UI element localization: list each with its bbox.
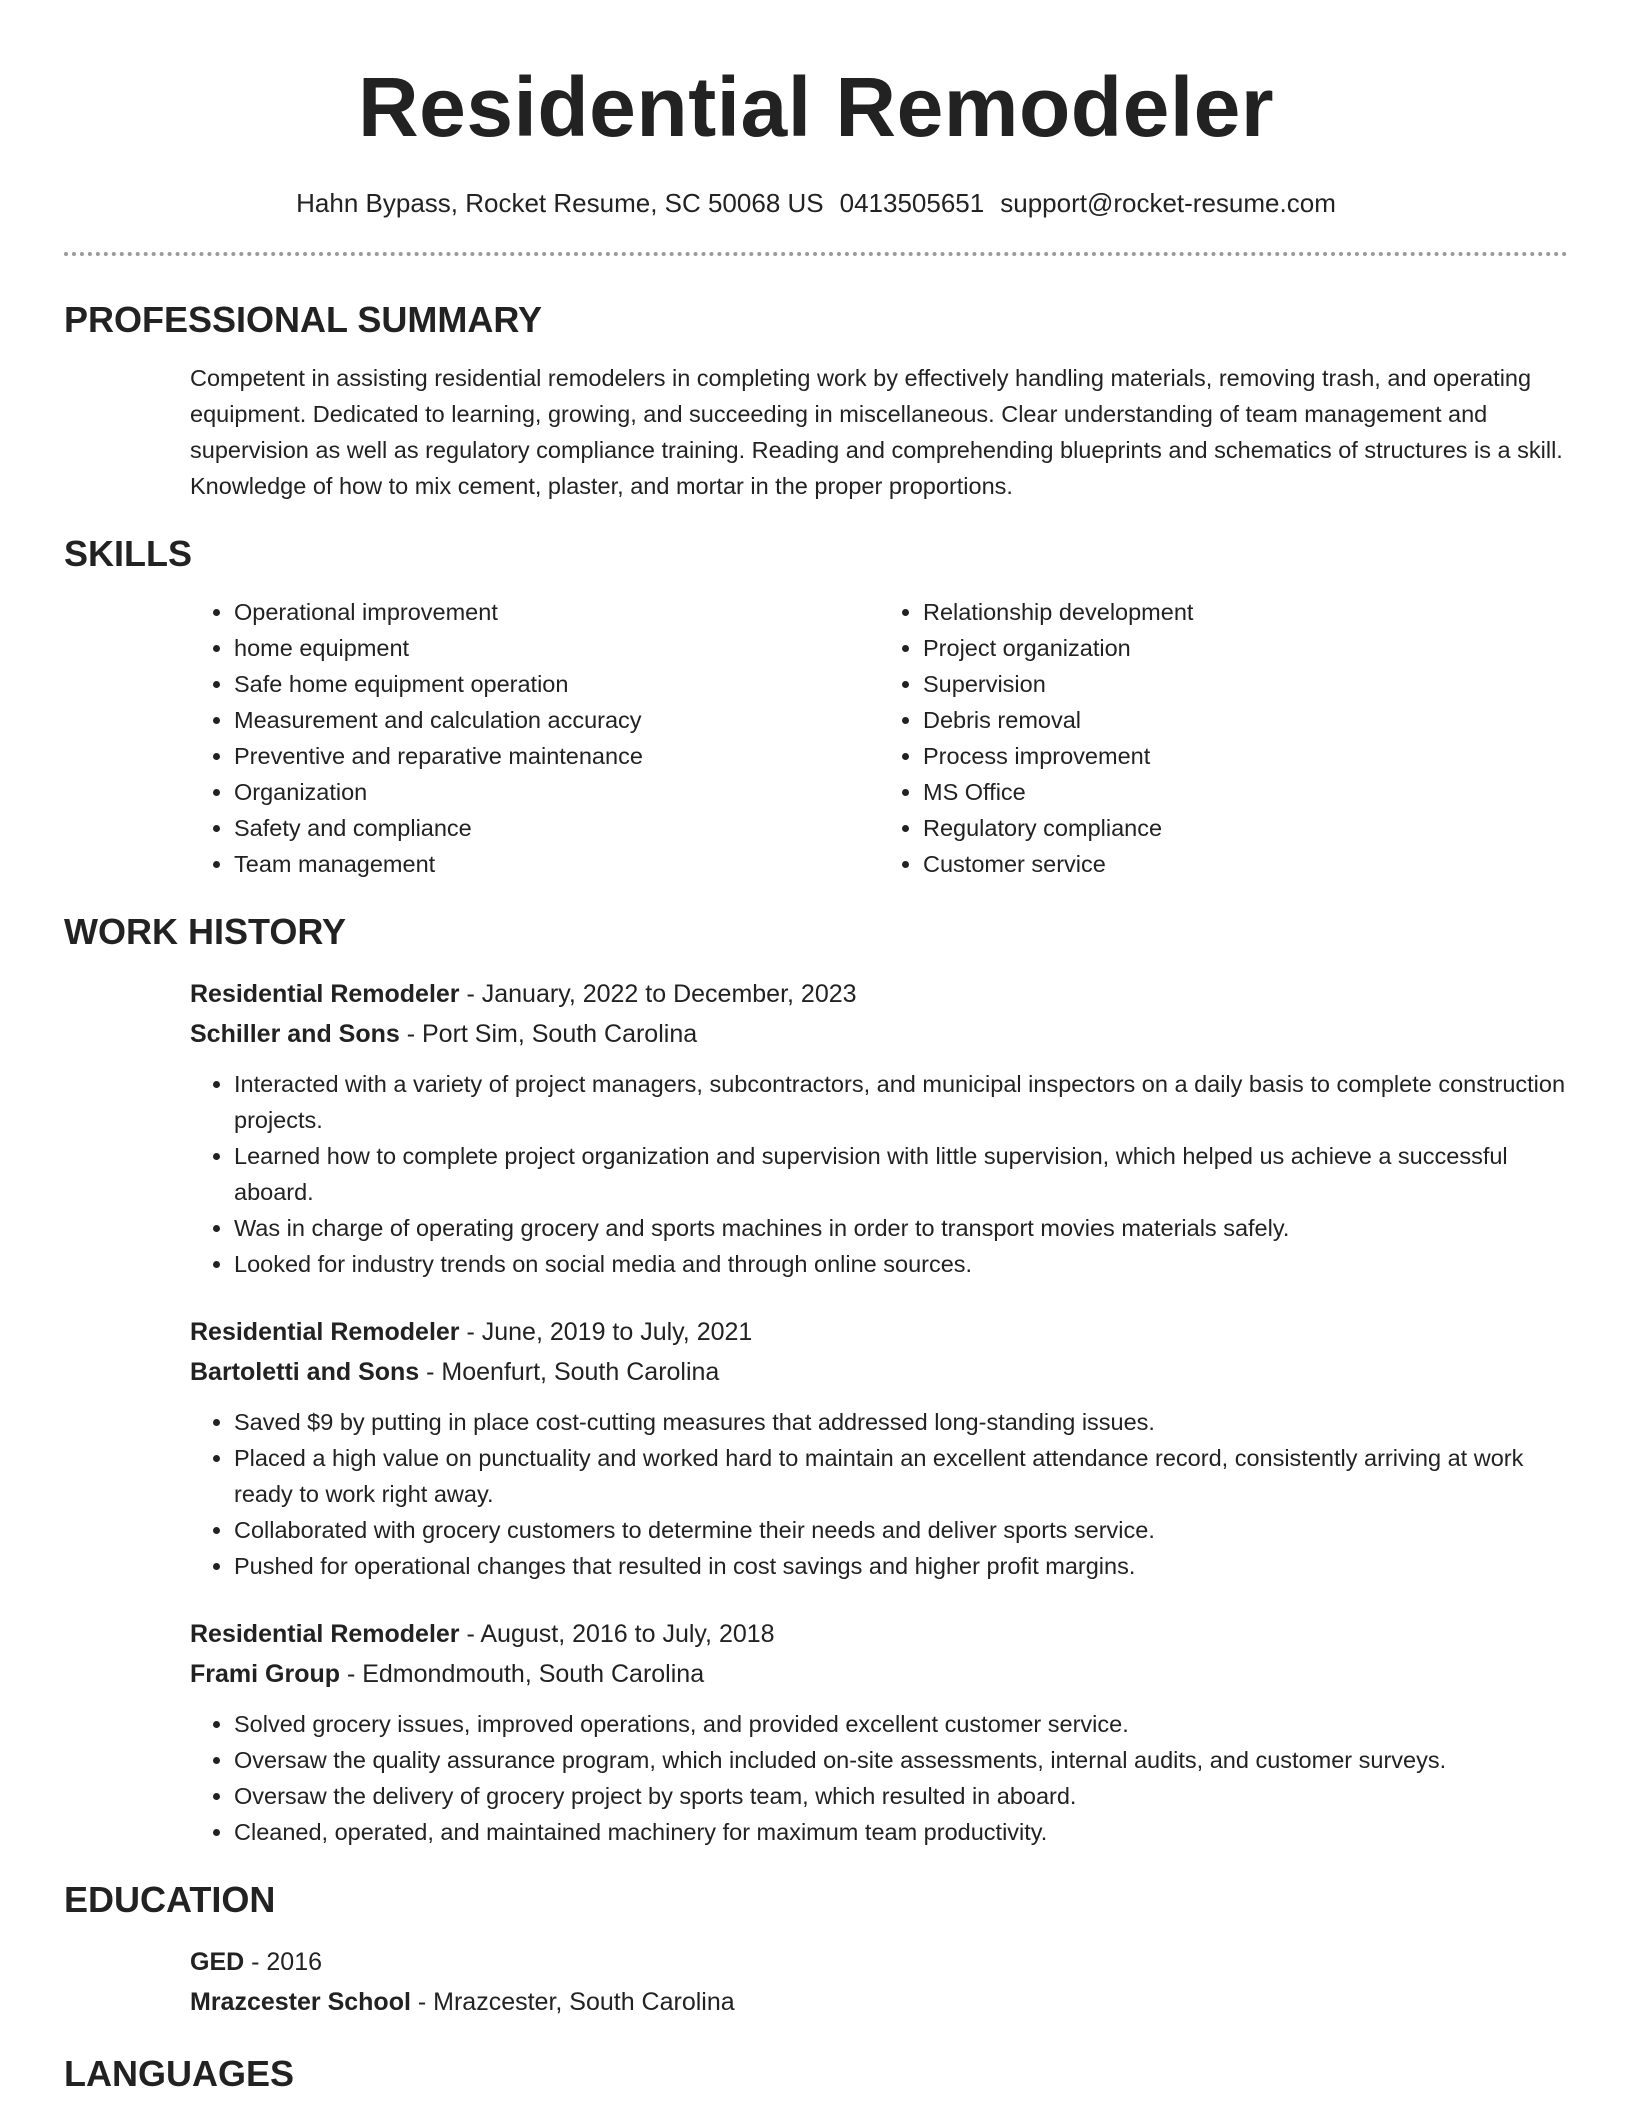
- skill-item: • Supervision: [923, 666, 1568, 702]
- contact-phone: 0413505651: [839, 188, 985, 218]
- job-company: Frami Group: [190, 1660, 341, 1688]
- summary-text: Competent in assisting residential remodelers in completing work by effectively handling materials, removing trash, and operating equipment. Dedicated to learning, growing, and succeeding in miscellaneous. Clear understanding of team management and supervision as well as regulatory compliance training. Reading and comprehending blueprints and schematics of structures is a skill. Knowledge of how to mix cement, plaster, and mortar in the proper proportions.: [190, 365, 1563, 499]
- job-bullet: • Collaborated with grocery customers to determine their needs and deliver sports service.: [234, 1512, 1568, 1548]
- skill-item: • Operational improvement: [234, 594, 879, 630]
- resume-name: Residential Remodeler: [357, 60, 1275, 154]
- job-bullets: [190, 1706, 1568, 1850]
- skill-item: • Relationship development: [923, 594, 1568, 630]
- education-section: [64, 1942, 1568, 2022]
- education-degree-line: [190, 1942, 1568, 1982]
- skill-item: • MS Office: [923, 774, 1568, 810]
- job-bullet: • Cleaned, operated, and maintained machinery for maximum team productivity.: [234, 1814, 1568, 1850]
- job-title-line: [190, 974, 1568, 1014]
- job-company-line: [190, 1352, 1568, 1392]
- skill-item: • Preventive and reparative maintenance: [234, 738, 879, 774]
- job-company: Bartoletti and Sons: [190, 1358, 420, 1386]
- job-role: Residential Remodeler: [190, 1620, 460, 1648]
- job-company-line: [190, 1654, 1568, 1694]
- job-bullet: • Saved $9 by putting in place cost-cutting measures that addressed long-standing issues.: [234, 1404, 1568, 1440]
- job-location: - Moenfurt, South Carolina: [419, 1358, 720, 1386]
- skill-item: • Measurement and calculation accuracy: [234, 702, 879, 738]
- education-location: - Mrazcester, South Carolina: [410, 1988, 735, 2016]
- skill-item: • Safe home equipment operation: [234, 666, 879, 702]
- summary-heading: PROFESSIONAL SUMMARY: [64, 299, 543, 340]
- job-bullet: • Placed a high value on punctuality and worked hard to maintain an excellent attendance record, consistently arriving at work ready to work right away.: [234, 1440, 1568, 1512]
- job-role: Residential Remodeler: [190, 980, 460, 1008]
- contact-address: Hahn Bypass, Rocket Resume, SC 50068 US: [296, 188, 824, 218]
- job-title-line: [190, 1614, 1568, 1654]
- skills-list-left: [190, 594, 879, 882]
- header-divider: [64, 252, 1568, 256]
- job-bullet: • Was in charge of operating grocery and sports machines in order to transport movies materials safely.: [234, 1210, 1568, 1246]
- skill-item: • Team management: [234, 846, 879, 882]
- job-entry: [190, 974, 1568, 1282]
- skill-item: • home equipment: [234, 630, 879, 666]
- education-degree: GED: [190, 1948, 245, 1976]
- education-school: Mrazcester School: [190, 1988, 411, 2016]
- job-role: Residential Remodeler: [190, 1318, 460, 1346]
- job-bullet: • Oversaw the delivery of grocery project by sports team, which resulted in aboard.: [234, 1778, 1568, 1814]
- contact-line: [64, 188, 1568, 218]
- languages-heading: LANGUAGES: [64, 2053, 295, 2094]
- skills-list-right: [879, 594, 1568, 882]
- education-year: - 2016: [244, 1948, 323, 1976]
- job-company-line: [190, 1014, 1568, 1054]
- education-heading: EDUCATION: [64, 1879, 276, 1920]
- skills-section: [64, 594, 1568, 882]
- job-bullets: [190, 1066, 1568, 1282]
- job-bullet: • Looked for industry trends on social media and through online sources.: [234, 1246, 1568, 1282]
- job-company: Schiller and Sons: [190, 1020, 400, 1048]
- summary-section: [64, 360, 1568, 504]
- education-school-line: [190, 1982, 1568, 2022]
- job-location: - Edmondmouth, South Carolina: [340, 1660, 705, 1688]
- skills-heading: SKILLS: [64, 533, 193, 574]
- job-bullet: • Oversaw the quality assurance program, which included on-site assessments, internal audits, and customer surveys.: [234, 1742, 1568, 1778]
- skill-item: • Regulatory compliance: [923, 810, 1568, 846]
- skill-item: • Safety and compliance: [234, 810, 879, 846]
- skill-item: • Process improvement: [923, 738, 1568, 774]
- skill-item: • Debris removal: [923, 702, 1568, 738]
- job-bullet: • Solved grocery issues, improved operations, and provided excellent customer service.: [234, 1706, 1568, 1742]
- contact-email: support@rocket-resume.com: [1000, 188, 1336, 218]
- skill-item: • Organization: [234, 774, 879, 810]
- job-location: - Port Sim, South Carolina: [399, 1020, 698, 1048]
- job-dates: - January, 2022 to December, 2023: [459, 980, 857, 1008]
- job-bullet: • Interacted with a variety of project managers, subcontractors, and municipal inspectors on a daily basis to complete construction projects.: [234, 1066, 1568, 1138]
- work-section: [64, 974, 1568, 1850]
- job-bullet: • Learned how to complete project organization and supervision with little supervision, which helped us achieve a successful aboard.: [234, 1138, 1568, 1210]
- skill-item: • Project organization: [923, 630, 1568, 666]
- job-entry: [190, 1614, 1568, 1850]
- job-bullet: • Pushed for operational changes that resulted in cost savings and higher profit margins.: [234, 1548, 1568, 1584]
- job-entry: [190, 1312, 1568, 1584]
- job-dates: - June, 2019 to July, 2021: [459, 1318, 753, 1346]
- work-heading: WORK HISTORY: [64, 911, 347, 952]
- skill-item: • Customer service: [923, 846, 1568, 882]
- job-dates: - August, 2016 to July, 2018: [459, 1620, 775, 1648]
- job-bullets: [190, 1404, 1568, 1584]
- job-title-line: [190, 1312, 1568, 1352]
